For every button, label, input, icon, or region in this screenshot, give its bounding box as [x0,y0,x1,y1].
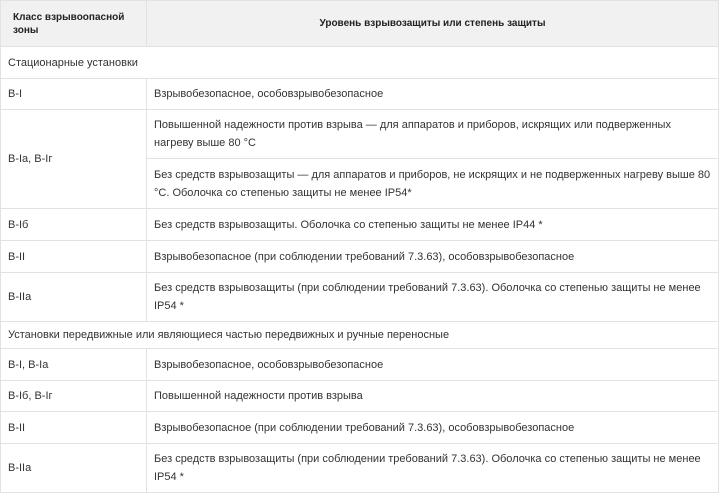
section-title: Установки передвижные или являющиеся частью передвижных и ручные переносные [1,322,719,349]
level-cell: Взрывобезопасное, особовзрывобезопасное [147,79,719,110]
level-cell: Взрывобезопасное (при соблюдении требований 7.3.63), особовзрывобезопасное [147,412,719,444]
level-cell: Без средств взрывозащиты (при соблюдении требований 7.3.63). Оболочка со степенью защиты не менее IP54 * [147,273,719,322]
zone-cell: В-I, В-Iа [1,349,147,381]
level-cell: Взрывобезопасное (при соблюдении требований 7.3.63), особовзрывобезопасное [147,241,719,273]
table-row [1,444,719,493]
zone-cell: В-Iб [1,209,147,241]
section-row [1,47,719,79]
table-header-row [1,1,719,47]
table-row [1,241,719,273]
zone-cell: В-IIа [1,273,147,322]
level-cell: Без средств взрывозащиты. Оболочка со степенью защиты не менее IP44 * [147,209,719,241]
table-row [1,209,719,241]
level-cell: Повышенной надежности против взрыва [147,381,719,412]
level-cell: Взрывобезопасное, особовзрывобезопасное [147,349,719,381]
table-row [1,79,719,110]
table-row [1,349,719,381]
section-title: Стационарные установки [1,47,719,79]
table-row [1,412,719,444]
header-zone-class: Класс взрывоопасной зоны [1,1,147,47]
table-row [1,273,719,322]
zone-cell: В-Iа, В-Iг [1,110,147,209]
zone-cell: В-II [1,412,147,444]
zone-cell: В-IIа [1,444,147,493]
zone-cell: В-II [1,241,147,273]
table-row [1,110,719,159]
section-row [1,322,719,349]
zone-cell: В-I [1,79,147,110]
level-cell: Без средств взрывозащиты (при соблюдении требований 7.3.63). Оболочка со степенью защиты не менее IP54 * [147,444,719,493]
level-cell: Без средств взрывозащиты — для аппаратов и приборов, не искрящих и не подверженных нагреву выше 80 °С. Оболочка со степенью защиты не менее IP54* [147,159,719,209]
header-protection-level: Уровень взрывозащиты или степень защиты [147,1,719,47]
zone-cell: В-Iб, В-Iг [1,381,147,412]
level-cell: Повышенной надежности против взрыва — для аппаратов и приборов, искрящих или подверженных нагреву выше 80 °С [147,110,719,159]
table-row [1,381,719,412]
